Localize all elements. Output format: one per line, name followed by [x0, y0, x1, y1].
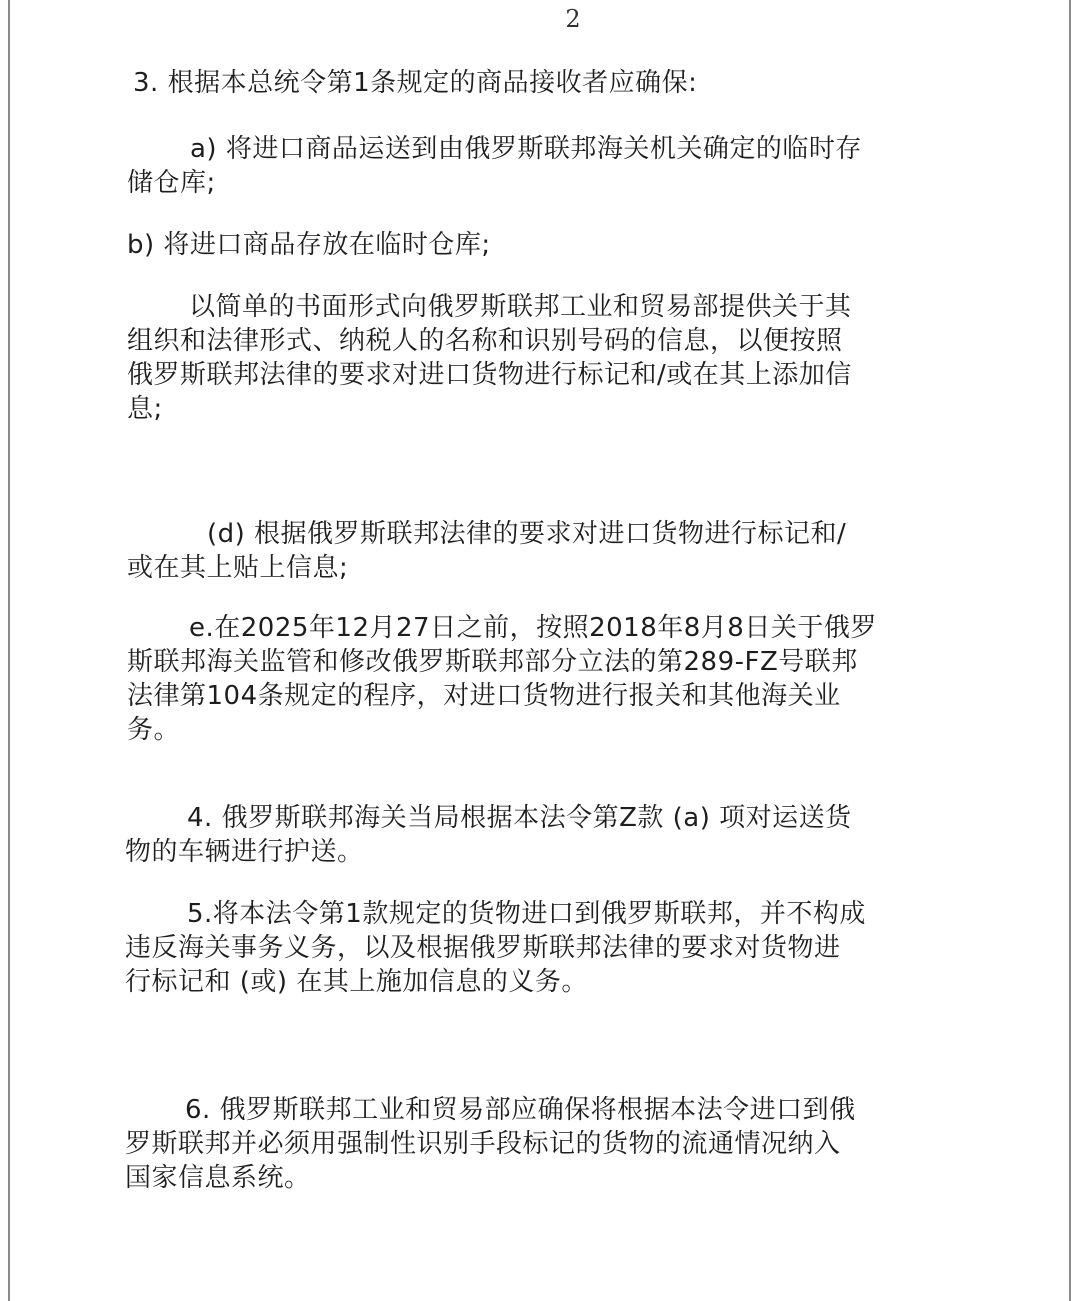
text-line: a) 将进口商品运送到由俄罗斯联邦海关机关确定的临时存: [190, 134, 862, 164]
text-line: e.在2025年12月27日之前，按照2018年8月8日关于俄罗: [189, 613, 877, 643]
paragraph-6: [125, 1093, 856, 1195]
text-line: 俄罗斯联邦法律的要求对进口货物进行标记和/或在其上添加信: [127, 360, 852, 390]
paragraph-a: [127, 132, 862, 200]
text-line: 行标记和 (或) 在其上施加信息的义务。: [125, 967, 588, 997]
text-line: 或在其上贴上信息;: [127, 553, 349, 583]
text-line: 3. 根据本总统令第1条规定的商品接收者应确保:: [133, 68, 698, 98]
text-line: 以简单的书面形式向俄罗斯联邦工业和贸易部提供关于其: [189, 292, 852, 322]
paragraph-e: [127, 611, 877, 747]
text-line: 储仓库;: [127, 168, 216, 198]
text-line: (d) 根据俄罗斯联邦法律的要求对进口货物进行标记和/: [207, 519, 847, 549]
text-line: 物的车辆进行护送。: [125, 837, 364, 867]
text-line: 组织和法律形式、纳税人的名称和识别号码的信息，以便按照: [127, 326, 843, 356]
text-line: 违反海关事务义务，以及根据俄罗斯联邦法律的要求对货物进: [125, 933, 841, 963]
text-line: 4. 俄罗斯联邦海关当局根据本法令第Z款 (a) 项对运送货: [187, 803, 852, 833]
text-line: 息;: [127, 394, 163, 424]
text-line: 务。: [127, 715, 181, 745]
page-number: 2: [565, 5, 581, 33]
text-line: 法律第104条规定的程序，对进口货物进行报关和其他海关业: [127, 681, 841, 711]
paragraph-3: [133, 66, 697, 100]
paragraph-4: [125, 801, 852, 869]
text-line: 国家信息系统。: [125, 1163, 311, 1193]
text-line: 罗斯联邦并必须用强制性识别手段标记的货物的流通情况纳入: [125, 1129, 841, 1159]
paragraph-c: [127, 290, 852, 426]
paragraph-5: [125, 897, 866, 999]
text-line: 5.将本法令第1款规定的货物进口到俄罗斯联邦，并不构成: [187, 899, 866, 929]
page-edge-left: [8, 0, 10, 1301]
paragraph-b: [127, 228, 491, 262]
text-line: b) 将进口商品存放在临时仓库;: [127, 230, 491, 260]
text-line: 斯联邦海关监管和修改俄罗斯联邦部分立法的第289-FZ号联邦: [127, 647, 858, 677]
page-edge-right: [1069, 0, 1071, 1301]
paragraph-d: [127, 517, 846, 585]
text-line: 6. 俄罗斯联邦工业和贸易部应确保将根据本法令进口到俄: [185, 1095, 856, 1125]
